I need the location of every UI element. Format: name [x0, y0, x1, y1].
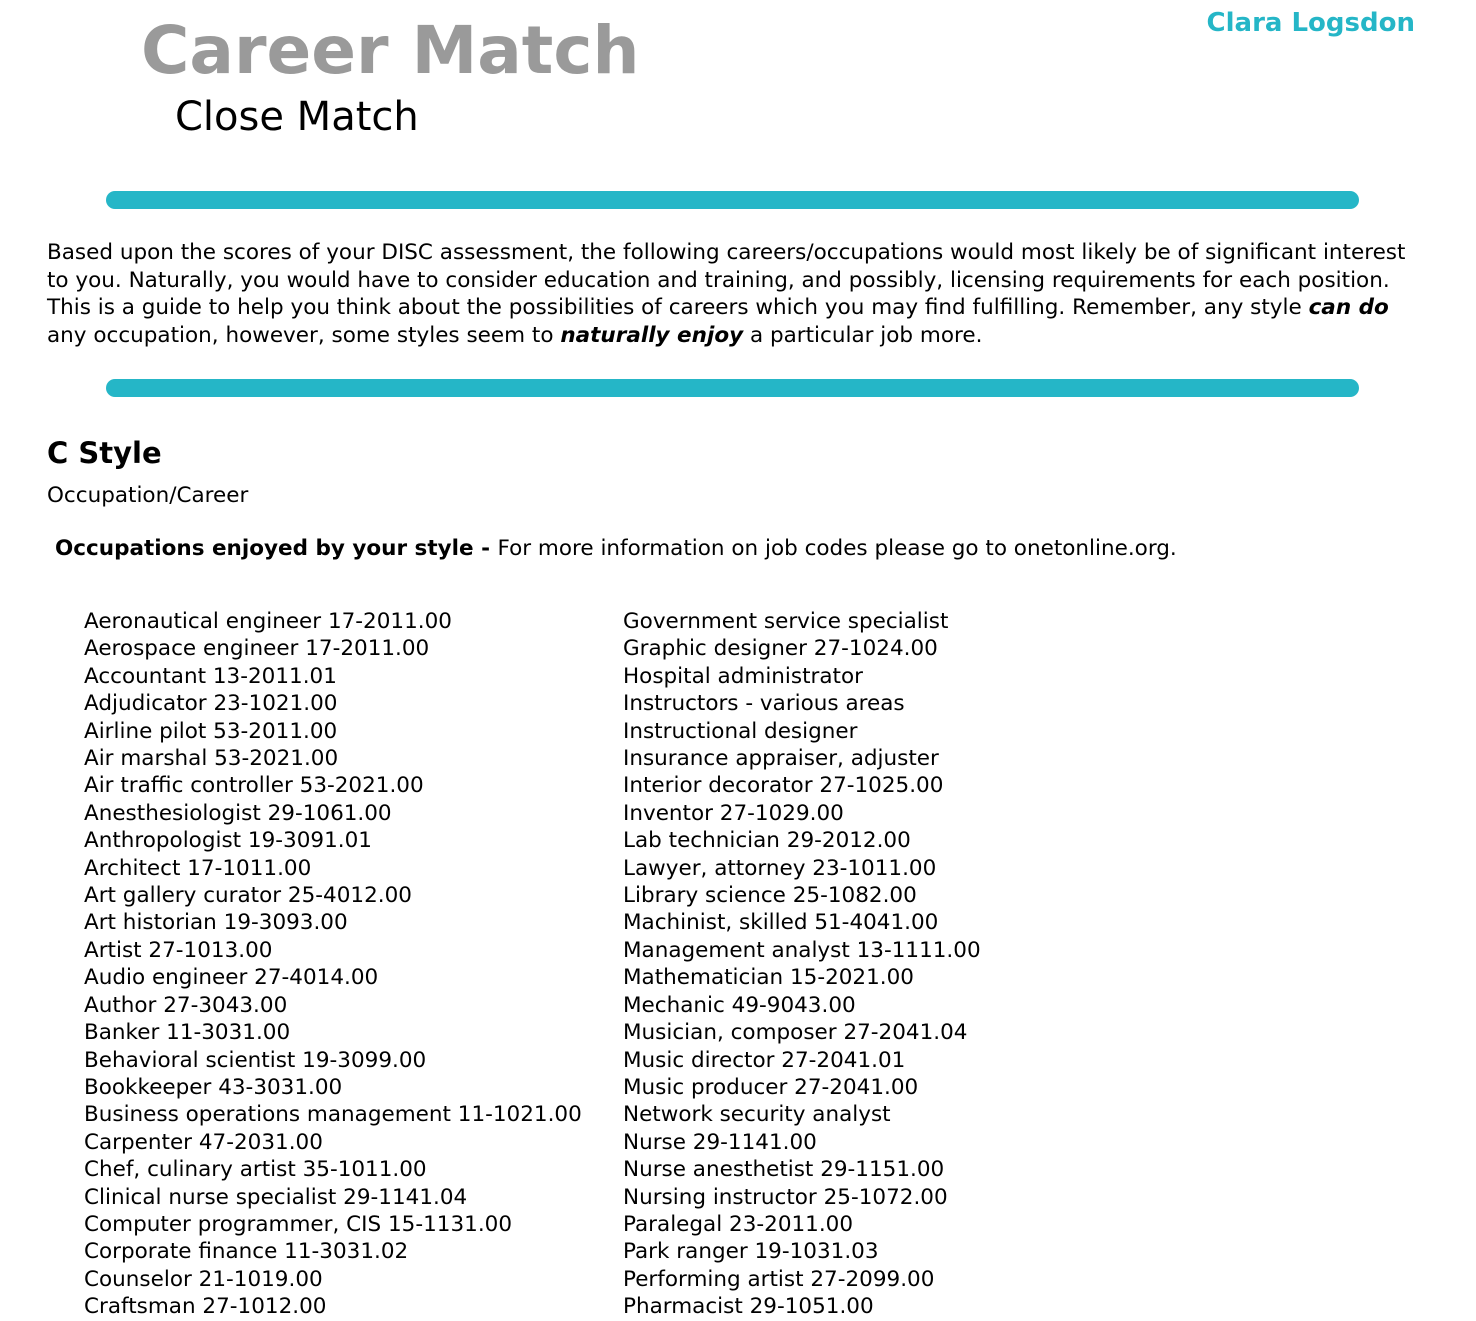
- occupation-item: Audio engineer 27-4014.00: [84, 965, 379, 991]
- occupation-item: Machinist, skilled 51-4041.00: [623, 910, 939, 936]
- occupation-item: Clinical nurse specialist 29-1141.04: [84, 1184, 468, 1210]
- occupation-item: Artist 27-1013.00: [84, 937, 273, 963]
- info-lead: Occupations enjoyed by your style -: [55, 536, 498, 561]
- occupation-list-left: [84, 608, 582, 1321]
- occupation-item: Aeronautical engineer 17-2011.00: [84, 609, 452, 634]
- occupation-item: Nurse anesthetist 29-1151.00: [623, 1157, 945, 1183]
- occupation-item: Computer programmer, CIS 15-1131.00: [84, 1211, 513, 1237]
- occupation-item: Interior decorator 27-1025.00: [623, 773, 944, 799]
- info-line: [55, 536, 1177, 561]
- occupation-item: Insurance appraiser, adjuster: [623, 746, 939, 772]
- occupation-item: Instructors - various areas: [623, 691, 905, 717]
- occupation-item: Music producer 27-2041.00: [623, 1074, 919, 1100]
- intro-text-1: Based upon the scores of your DISC assessment, the following careers/occupations would most likely be of significant interest to you. Naturally, you would have to consider education and training, and possibly, licensing requirements for each position. This is a guide to help you think about the possibilities of careers which you may find fulfilling. Remember, any style: [47, 240, 1406, 320]
- occupation-item: Performing artist 27-2099.00: [623, 1266, 935, 1292]
- occupation-item: Graphic designer 27-1024.00: [623, 636, 938, 662]
- occupation-item: Lawyer, attorney 23-1011.00: [623, 855, 937, 881]
- occupation-item: Library science 25-1082.00: [623, 883, 917, 909]
- occupation-item: Hospital administrator: [623, 663, 863, 689]
- occupation-item: Anthropologist 19-3091.01: [84, 828, 372, 854]
- occupation-item: Counselor 21-1019.00: [84, 1266, 323, 1292]
- occupation-item: Corporate finance 11-3031.02: [84, 1239, 409, 1265]
- occupation-item: Mathematician 15-2021.00: [623, 965, 914, 991]
- occupation-item: Bookkeeper 43-3031.00: [84, 1074, 343, 1100]
- occupation-item: Air traffic controller 53-2021.00: [84, 773, 424, 799]
- section-heading: C Style: [47, 436, 162, 470]
- occupation-item: Chef, culinary artist 35-1011.00: [84, 1157, 427, 1183]
- intro-emphasis-naturally-enjoy: naturally enjoy: [560, 322, 744, 348]
- divider-bottom: [106, 379, 1359, 397]
- occupation-item: Paralegal 23-2011.00: [623, 1211, 854, 1237]
- occupation-item: Inventor 27-1029.00: [623, 800, 844, 826]
- occupation-item: Carpenter 47-2031.00: [84, 1129, 323, 1155]
- occupation-item: Banker 11-3031.00: [84, 1020, 291, 1046]
- info-text: For more information on job codes please go to onetonline.org.: [497, 536, 1177, 561]
- intro-paragraph: [47, 239, 1432, 349]
- occupation-item: Business operations management 11-1021.00: [84, 1102, 582, 1128]
- occupation-item: Nurse 29-1141.00: [623, 1129, 817, 1155]
- occupation-item: Author 27-3043.00: [84, 992, 288, 1018]
- occupation-item: Pharmacist 29-1051.00: [623, 1294, 874, 1320]
- occupation-item: Behavioral scientist 19-3099.00: [84, 1047, 427, 1073]
- occupation-item: Accountant 13-2011.01: [84, 663, 337, 689]
- occupation-item: Craftsman 27-1012.00: [84, 1294, 327, 1320]
- user-name: Clara Logsdon: [1206, 8, 1415, 38]
- occupation-item: Art gallery curator 25-4012.00: [84, 883, 412, 909]
- divider-top: [106, 191, 1359, 209]
- occupation-item: Park ranger 19-1031.03: [623, 1239, 879, 1265]
- occupation-item: Aerospace engineer 17-2011.00: [84, 636, 430, 662]
- occupation-item: Adjudicator 23-1021.00: [84, 691, 338, 717]
- intro-text-3: a particular job more.: [743, 322, 983, 348]
- occupation-item: Anesthesiologist 29-1061.00: [84, 800, 392, 826]
- occupation-item: Art historian 19-3093.00: [84, 910, 348, 936]
- occupation-item: Musician, composer 27-2041.04: [623, 1020, 968, 1046]
- occupation-item: Network security analyst: [623, 1102, 891, 1128]
- occupation-item: Air marshal 53-2021.00: [84, 746, 339, 772]
- intro-text-2: any occupation, however, some styles seem to: [47, 322, 561, 348]
- occupation-item: Music director 27-2041.01: [623, 1047, 906, 1073]
- occupation-item: Architect 17-1011.00: [84, 855, 312, 881]
- page-title: Career Match: [141, 12, 640, 89]
- occupation-item: Government service specialist: [623, 609, 949, 634]
- occupation-item: Management analyst 13-1111.00: [623, 937, 981, 963]
- page-subtitle: Close Match: [175, 94, 419, 140]
- occupation-item: Airline pilot 53-2011.00: [84, 718, 338, 744]
- intro-emphasis-can-do: can do: [1308, 295, 1389, 320]
- occupation-item: Instructional designer: [623, 718, 858, 744]
- occupation-item: Nursing instructor 25-1072.00: [623, 1184, 948, 1210]
- section-subheading: Occupation/Career: [47, 483, 249, 508]
- occupation-item: Mechanic 49-9043.00: [623, 992, 856, 1018]
- occupation-list-right: [623, 608, 981, 1321]
- occupation-item: Lab technician 29-2012.00: [623, 828, 911, 854]
